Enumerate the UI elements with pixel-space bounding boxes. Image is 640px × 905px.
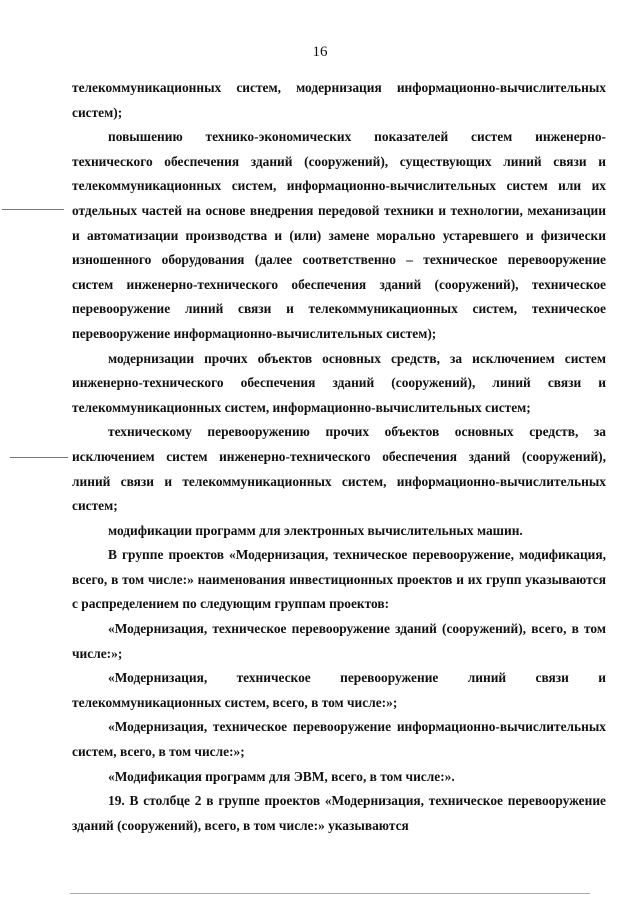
paragraph-4: техническому перевооружению прочих объектов основных средств, за исключением систем инженерно-технического обеспечения зданий (сооружений), линий связи и телекоммуникационных систем, информационно-вычислительных систем; — [72, 424, 606, 514]
paragraph-9: «Модернизация, техническое перевооружение информационно-вычислительных систем, всего, в том числе:»; — [72, 719, 606, 760]
scan-artifact-left-1 — [2, 209, 64, 210]
paragraph-11: 19. В столбце 2 в группе проектов «Модернизация, техническое перевооружение зданий (сооружений), всего, в том числе:» указываются — [72, 793, 606, 833]
paragraph-1: телекоммуникационных систем, модернизация информационно-вычислительных систем); — [72, 80, 606, 120]
document-body — [72, 76, 606, 838]
paragraph-2: повышению технико-экономических показателей систем инженерно-технического обеспечения зданий (сооружений), существующих линий связи и телекоммуникационных систем, информационно-вычислительных систем или их отдельных частей на основе внедрения передовой техники и технологии, механизации и автоматизации производства и (или) замене морально устаревшего и физически изношенного оборудования (далее соответственно – техническое перевооружение систем инженерно-технического обеспечения зданий (сооружений), техническое перевооружение линий связи и телекоммуникационных систем, техническое перевооружение информационно-вычислительных систем); — [72, 129, 606, 341]
paragraph-5: модификации программ для электронных вычислительных машин. — [108, 522, 523, 538]
paragraph-8: «Модернизация, техническое перевооружение линий связи и телекоммуникационных систем, всего, в том числе:»; — [72, 670, 606, 710]
scan-artifact-bottom — [70, 893, 590, 894]
scan-artifact-left-2 — [10, 457, 68, 458]
page-number: 16 — [312, 44, 328, 60]
paragraph-10: «Модификация программ для ЭВМ, всего, в том числе:». — [108, 768, 455, 784]
paragraph-3: модернизации прочих объектов основных средств, за исключением систем инженерно-технического обеспечения зданий (сооружений), линий связи и телекоммуникационных систем, информационно-вычислительных систем; — [72, 350, 606, 415]
paragraph-7: «Модернизация, техническое перевооружение зданий (сооружений), всего, в том числе:»; — [72, 621, 606, 661]
paragraph-6: В группе проектов «Модернизация, техническое перевооружение, модификация, всего, в том числе:» наименования инвестиционных проектов и их групп указываются с распределением по следующим группам проектов: — [72, 547, 606, 612]
